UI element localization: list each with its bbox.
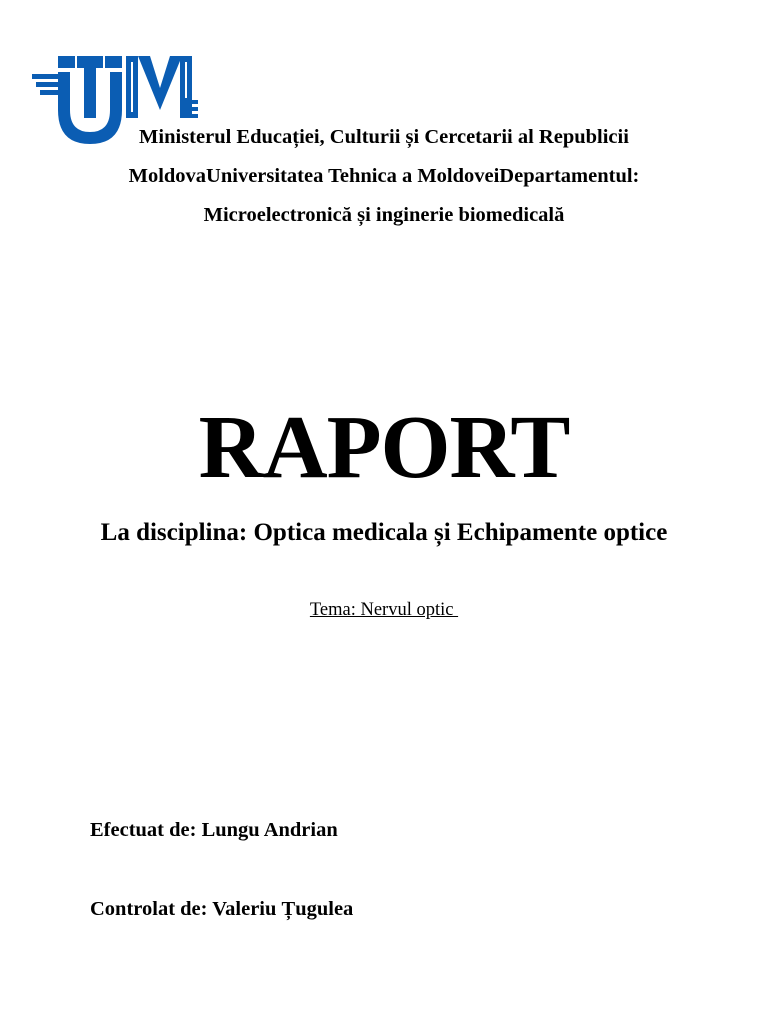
discipline-heading: La disciplina: Optica medicala și Echipamente optice: [100, 519, 668, 546]
executed-by: Efectuat de: Lungu Andrian: [90, 819, 338, 841]
institution-header: [60, 118, 708, 235]
header-line-ministry: Ministerul Educației, Culturii și Cercetarii al Republicii: [139, 126, 629, 148]
header-line-university: MoldovaUniversitatea Tehnica a MoldoveiDepartamentul:: [128, 165, 640, 187]
topic-line: [0, 598, 768, 622]
checked-by: Controlat de: Valeriu Țugulea: [90, 898, 354, 920]
report-title: RAPORT: [198, 398, 570, 497]
header-line-department: Microelectronică și inginerie biomedicală: [203, 204, 565, 226]
topic-text: Tema: Nervul optic: [309, 600, 459, 620]
